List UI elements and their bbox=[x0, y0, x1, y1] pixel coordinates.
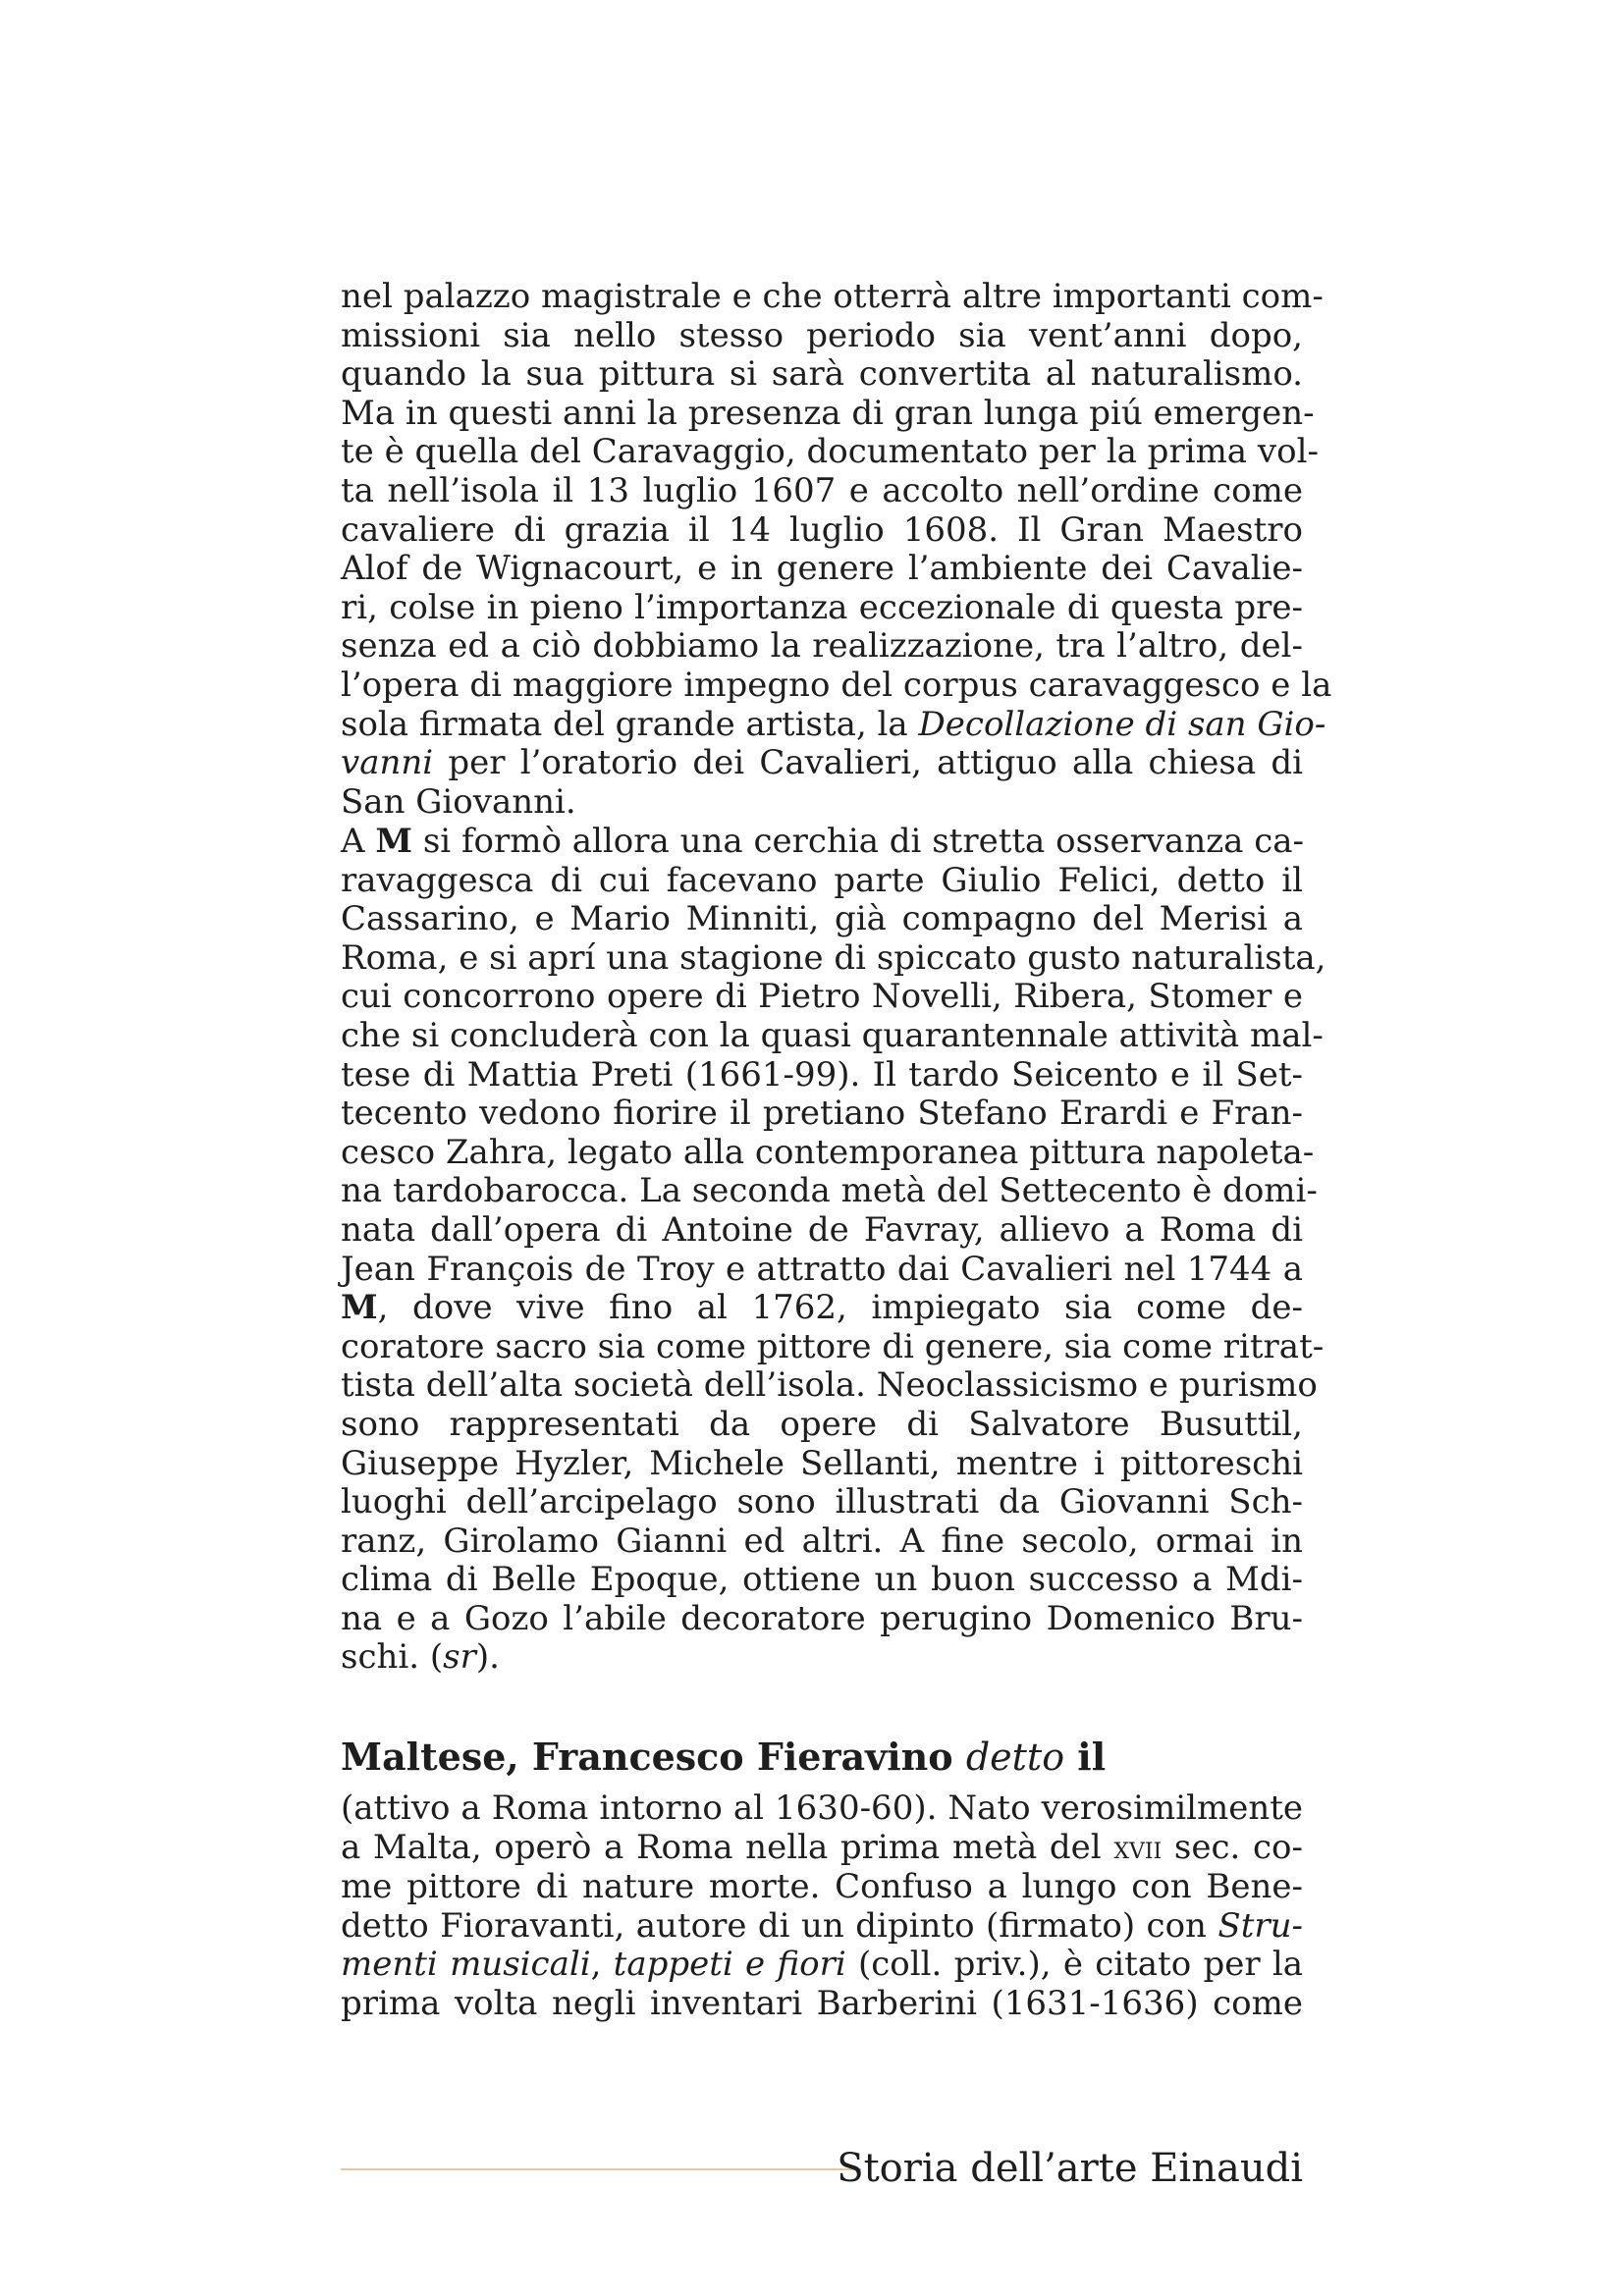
text-line: tista dell’alta società dell’isola. Neoclassicismo e purismo bbox=[341, 1365, 1318, 1406]
text-line: (attivo a Roma intorno al 1630-60). Nato verosimilmente bbox=[341, 1789, 1303, 1828]
entry-body bbox=[341, 1789, 1303, 2024]
text-line: ri, colse in pieno l’importanza eccezionale di questa pre- bbox=[341, 587, 1303, 627]
text-fragment: si formò allora una cerchia di stretta osservanza ca- bbox=[412, 822, 1305, 861]
text-line bbox=[341, 1907, 1303, 1947]
footer-title: Storia dell’arte Einaudi bbox=[837, 2146, 1303, 2191]
author-initials: sr bbox=[443, 1637, 476, 1678]
text-line: San Giovanni. bbox=[341, 781, 576, 822]
text-fragment: sola firmata del grande artista, la bbox=[341, 704, 919, 744]
text-line: coratore sacro sia come pittore di genere, sia come ritrat- bbox=[341, 1326, 1325, 1366]
text-line: tecento vedono fiorire il pretiano Stefano Erardi e Fran- bbox=[341, 1094, 1303, 1134]
text-line: luoghi dell’arcipelago sono illustrati da Giovanni Sch- bbox=[341, 1482, 1303, 1522]
artwork-title-continued: vanni bbox=[341, 743, 434, 783]
century-numeral: xvii bbox=[1113, 1830, 1163, 1866]
text-line: ranz, Girolamo Gianni ed altri. A fine secolo, ormai in bbox=[341, 1521, 1303, 1561]
text-line bbox=[341, 1829, 1303, 1869]
malta-abbreviation: M bbox=[341, 1288, 378, 1328]
text-line: cavaliere di grazia il 14 luglio 1608. Il Gran Maestro bbox=[341, 509, 1303, 550]
text-line: cui concorrono opere di Pietro Novelli, Ribera, Stomer e bbox=[341, 977, 1303, 1017]
text-line: Roma, e si aprí una stagione di spiccato gusto naturalista, bbox=[341, 937, 1326, 978]
text-line bbox=[341, 1638, 1303, 1678]
text-fragment: ). bbox=[475, 1637, 500, 1678]
text-line: missioni sia nello stesso periodo sia vent’anni dopo, bbox=[341, 315, 1303, 355]
artwork-title: Decollazione di san Gio- bbox=[918, 704, 1326, 744]
text-line: tese di Mattia Preti (1661-99). Il tardo Seicento e il Set- bbox=[341, 1054, 1303, 1095]
entry-name: Maltese, Francesco Fieravino bbox=[341, 1735, 966, 1779]
text-line: Giuseppe Hyzler, Michele Sellanti, mentre i pittoreschi bbox=[341, 1443, 1303, 1483]
entry-heading-italic: detto bbox=[965, 1735, 1065, 1779]
text-line: ta nell’isola il 13 luglio 1607 e accolto nell’ordine come bbox=[341, 470, 1303, 510]
text-line: na e a Gozo l’abile decoratore perugino Domenico Bru- bbox=[341, 1598, 1303, 1638]
text-line: Ma in questi anni la presenza di gran lunga piú emergen- bbox=[341, 393, 1315, 433]
text-fragment: (coll. priv.), è citato per la bbox=[845, 1945, 1304, 1985]
text-fragment: schi. ( bbox=[341, 1637, 444, 1678]
text-line bbox=[341, 744, 1303, 783]
text-line bbox=[341, 1946, 1303, 1985]
artwork-title-continued: tappeti e fiori bbox=[613, 1945, 846, 1985]
paragraph-2 bbox=[341, 822, 1326, 1678]
text-line: nata dall’opera di Antoine de Favray, allievo a Roma di bbox=[341, 1209, 1303, 1250]
text-line: Alof de Wignacourt, e in genere l’ambiente dei Cavalie- bbox=[341, 549, 1303, 589]
text-line: quando la sua pittura si sarà convertita al naturalismo. bbox=[341, 354, 1303, 395]
text-line: che si concluderà con la quasi quarantennale attività mal- bbox=[341, 1015, 1324, 1055]
entry-heading bbox=[341, 1735, 1106, 1779]
text-line bbox=[341, 823, 1303, 862]
text-line: l’opera di maggiore impegno del corpus caravaggesco e la bbox=[341, 665, 1332, 705]
text-fragment: A bbox=[341, 822, 376, 861]
entry-heading-end: il bbox=[1064, 1735, 1107, 1779]
text-line: te è quella del Caravaggio, documentato per la prima vol- bbox=[341, 432, 1319, 472]
text-line bbox=[341, 704, 1326, 745]
text-line: senza ed a ciò dobbiamo la realizzazione, tra l’altro, del- bbox=[341, 626, 1303, 667]
paragraph-1 bbox=[341, 277, 1332, 822]
text-fragment: per l’oratorio dei Cavalieri, attiguo alla chiesa di bbox=[433, 743, 1303, 783]
text-fragment: , bbox=[590, 1945, 614, 1985]
text-fragment: a Malta, operò a Roma nella prima metà del bbox=[341, 1827, 1114, 1867]
artwork-title-continued: menti musicali bbox=[341, 1945, 591, 1985]
malta-abbreviation: M bbox=[375, 822, 413, 861]
text-fragment: sec. co- bbox=[1162, 1827, 1303, 1867]
text-line: cesco Zahra, legato alla contemporanea pittura napoleta- bbox=[341, 1132, 1315, 1172]
text-fragment: detto Fioravanti, autore di un dipinto (firmato) con bbox=[341, 1905, 1218, 1946]
text-line: na tardobarocca. La seconda metà del Settecento è domi- bbox=[341, 1171, 1318, 1211]
artwork-title: Stru- bbox=[1217, 1905, 1303, 1946]
text-line: prima volta negli inventari Barberini (1631-1636) come bbox=[341, 1983, 1303, 2023]
text-line bbox=[341, 1289, 1303, 1328]
text-line: me pittore di nature morte. Confuso a lungo con Bene- bbox=[341, 1867, 1303, 1907]
text-line: sono rappresentati da opere di Salvatore Busuttil, bbox=[341, 1404, 1303, 1444]
text-line: Jean François de Troy e attratto dai Cavalieri nel 1744 a bbox=[341, 1249, 1303, 1289]
text-line: Cassarino, e Mario Minniti, già compagno del Merisi a bbox=[341, 899, 1303, 939]
footer-rule bbox=[341, 2168, 861, 2170]
text-line: nel palazzo magistrale e che otterrà altre importanti com- bbox=[341, 277, 1324, 316]
text-line: ravaggesca di cui facevano parte Giulio Felici, detto il bbox=[341, 860, 1303, 900]
text-fragment: , dove vive fino al 1762, impiegato sia come de- bbox=[377, 1288, 1303, 1328]
text-line: clima di Belle Epoque, ottiene un buon successo a Mdi- bbox=[341, 1560, 1303, 1600]
